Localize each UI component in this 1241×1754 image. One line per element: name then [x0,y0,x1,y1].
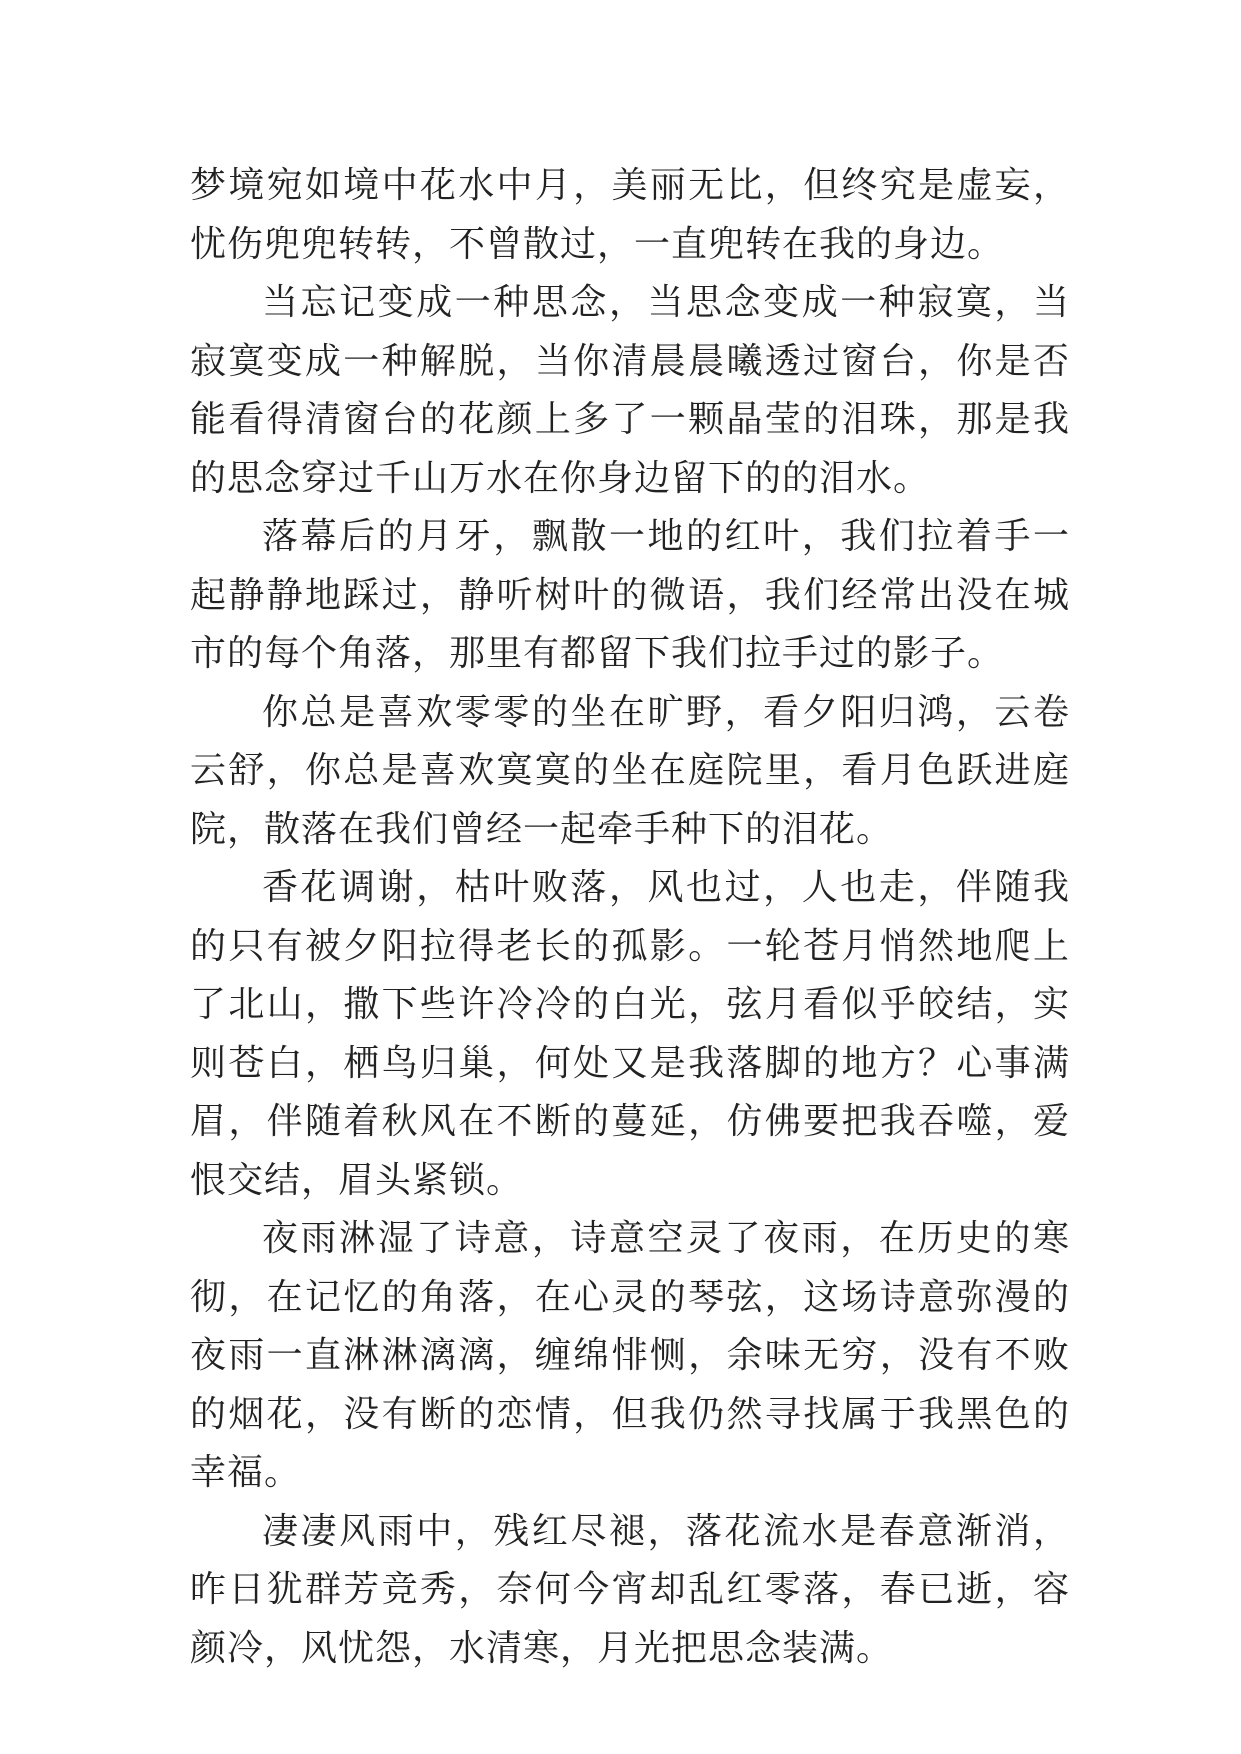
paragraph-4: 你总是喜欢零零的坐在旷野，看夕阳归鸿，云卷云舒，你总是喜欢寞寞的坐在庭院里，看月色跃进庭院，散落在我们曾经一起牵手种下的泪花。 [190,691,1070,850]
document-body [190,157,1070,1678]
paragraph-5: 香花调谢，枯叶败落，风也过，人也走，伴随我的只有被夕阳拉得老长的孤影。一轮苍月悄然地爬上了北山，撒下些许冷冷的白光，弦月看似乎皎结，实则苍白，栖鸟归巢，何处又是我落脚的地方？心事满眉，伴随着秋风在不断的蔓延，仿佛要把我吞噬，爱恨交结，眉头紧锁。 [190,867,1070,1201]
paragraph-6: 夜雨淋湿了诗意，诗意空灵了夜雨，在历史的寒彻，在记忆的角落，在心灵的琴弦，这场诗意弥漫的夜雨一直淋淋漓漓，缠绵悱恻，余味无穷，没有不败的烟花，没有断的恋情，但我仍然寻找属于我黑色的幸福。 [190,1218,1070,1493]
paragraph-7: 凄凄风雨中，残红尽褪，落花流水是春意渐消，昨日犹群芳竞秀，奈何今宵却乱红零落，春已逝，容颜冷，风忧怨，水清寒，月光把思念装满。 [190,1510,1070,1669]
paragraph-3: 落幕后的月牙，飘散一地的红叶，我们拉着手一起静静地踩过，静听树叶的微语，我们经常出没在城市的每个角落，那里有都留下我们拉手过的影子。 [190,516,1070,674]
paragraph-1: 梦境宛如境中花水中月，美丽无比，但终究是虚妄，忧伤兜兜转转，不曾散过，一直兜转在我的身边。 [190,165,1070,265]
paragraph-2: 当忘记变成一种思念，当思念变成一种寂寞，当寂寞变成一种解脱，当你清晨晨曦透过窗台，你是否能看得清窗台的花颜上多了一颗晶莹的泪珠，那是我的思念穿过千山万水在你身边留下的的泪水。 [190,282,1070,499]
